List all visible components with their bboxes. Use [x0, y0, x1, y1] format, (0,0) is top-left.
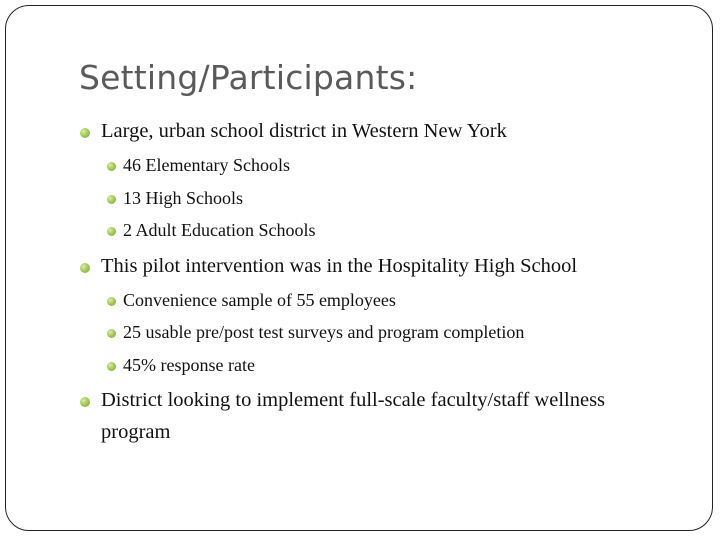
sub-bullet-icon	[107, 362, 116, 371]
bullet-item: Large, urban school district in Western New York	[101, 120, 507, 142]
sub-bullet-icon	[107, 297, 116, 306]
slide-title: Setting/Participants:	[79, 58, 418, 97]
sub-bullet-item: Convenience sample of 55 employees	[123, 290, 396, 310]
sub-bullet-item: 13 High Schools	[123, 188, 244, 208]
bullet-icon	[80, 128, 90, 138]
bullet-item-line1: District looking to implement full-scale faculty/staff wellness	[101, 389, 606, 411]
bullet-icon	[80, 263, 90, 273]
sub-bullet-icon	[107, 227, 116, 236]
bullet-item: This pilot intervention was in the Hospitality High School	[101, 255, 578, 277]
sub-bullet-item: 2 Adult Education Schools	[123, 220, 316, 240]
sub-bullet-icon	[107, 195, 116, 204]
sub-bullet-icon	[107, 162, 116, 171]
bullet-icon	[80, 397, 90, 407]
sub-bullet-icon	[107, 329, 116, 338]
sub-bullet-item: 25 usable pre/post test surveys and program completion	[123, 322, 525, 342]
bullet-item-line2: program	[101, 421, 171, 443]
sub-bullet-item: 46 Elementary Schools	[123, 155, 290, 175]
sub-bullet-item: 45% response rate	[123, 355, 255, 375]
